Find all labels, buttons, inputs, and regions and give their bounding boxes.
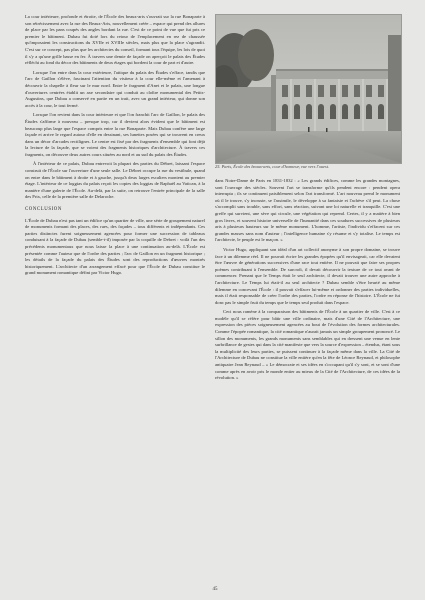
courtyard-photo-image xyxy=(216,15,401,163)
body-paragraph: Ceci nous ramène à la comparaison des bâtiments de l'École à un quartier de ville. C'est à ce modèle qu'il se réfère pour bâtir une ville ordinaire, mais d'une Cité de l'Architecture, une expression des pièces soigneusement agencées au bout de l'évolution des formes architecturales. Comme l'épopée romantique, la cité romantique n'aurait jamais un simple groupement prononcé. Le sillon des monuments, les grands monuments sans semblables qui en dressent une venue en lente surbrillance de gestes qui dans la cité manifeste que vers la source d'expression – étendus, étant sous la multiplicité des leurs parties, se puissent continuer à la façade même dans la ville. La Cité de l'Architecture de Dubau ne constitue la ville entière qu'en la fête de Léonce Reynaud, et philosophe antiquaire Jean Reynaud – « Le démocrate et ses idées en s'occupant qu'il s'y sont, et se sont d'une comme après en avoir pris le monde entier au mieux de la Cité de l'Architecture, de ces idées de la révolution. » xyxy=(215,309,400,381)
body-paragraph: À l'intérieur de ce palais, Dubau entrevoit la plupart des parties du Débret, laissant l'espace construit de l'École sur l'ouverture d'une seule salle. Le Débret occupe la rue du vestibule, quand on entre dans le bâtiment à droite et à gauche, jusqu'à deux larges escaliers montent au premier étage. L'intérieur de ce loggias du palais reçoit les copies des loggias de Raphaël au Vatican, à la manière d'une galerie de l'École. Au-delà, par la suite, on retrouve l'entrée principale de la salle des Prix, celle de la première salle de Delaroche. xyxy=(25,161,205,200)
right-column xyxy=(215,178,400,385)
body-paragraph: Lorsque l'on revient dans la cour intérieure et que l'on franchit l'arc de Gaillon, le palais des Études s'affirme à nouveau – presque trop, car il devient alors évident que le bâtiment est beaucoup plus large que l'espace compris entre la rue Bonaparte. Mais Dubau confère une large façade et arrive le regard autour d'elle en dessinant, ses lunettes posées qui se trouvent en creux dans un décor d'arcades rectilignes. Le centre est fixé par des fragments d'ensemble qui font déjà la lecture de la façade, que se voient des fragments historiques d'architecture. À travers ces fragments, on découvre deux autres cours situées au nord et au sud du palais des Études. xyxy=(25,112,205,157)
courtyard-photograph xyxy=(215,14,402,164)
body-paragraph: dans Notre-Dame de Paris en 1831-1832 : « Les grands édifices, comme les grandes montagnes, sont l'ouvrage des siècles. Souvent l'art se transforme qu'ils pendent encore : pendent opera interrupta ; ils se continuent paisiblement selon l'art transformé. L'art nouveau prend le monument où il le trouve, s'y incruste, se l'assimile, le développe à sa fantaisie et l'achève s'il peut. La chose s'accomplit sans trouble, sans effort, sans réaction, suivant une loi naturelle et tranquille. C'est une greffe qui survient, une sève qui circule, une végétation qui reprend. Certes, il y a matière à bien gros livres, et souvent histoire universelle de l'humanité dans ces soudures successives de plusieurs arts à plusieurs hauteurs sur le même monument. L'homme, l'artiste, l'individu s'effacent sur ces grandes masses sans nom d'auteur ; l'intelligence humaine s'y résume et s'y totalise. Le temps est l'architecte, le peuple est le maçon. » xyxy=(215,178,400,243)
body-paragraph: La cour intérieure, profonde et étroite, de l'École des beaux-arts s'ouvrait sur la rue Bonaparte à son rétrécissement avec la rue des Beaux-Arts, nouvellement créée – espace qui prend des allures de place par les pans coupés des angles bordant la rue. C'est de ce point de vue que fut pris ce premier le bâtiment. Dubau fut doté lors du retour de l'emplacement en rez de chaussée qu'imposaient les constructions du XVIIe et XVIIIe siècles, mais plus que la place s'agrandit. C'est sur ce concept, pas plus que les architectes du conseil, formant tous l'équipe, les lois de quoi il s'y a qu'une grille basse en fer. À travers une demie de façade on aperçoit le palais des Études réfléchi au fond du décor des bâtiments de deux étages qui bordent la cour de part et d'autre. xyxy=(25,14,205,66)
section-heading: CONCLUSION xyxy=(25,207,62,213)
conclusion-paragraph: L'École de Dubau n'est pas tant un édifice qu'un quartier de ville, une série de groupement naturel de monuments formant des places, des rues, des façades – tous différents et indépendants. Ces parties distinctes furent soigneusement agencées pour former une succession de tableaux conduisant à la façade de Dubau (semble-t-il) imposée par la coquille de Debret : voilà l'un des précédents monumentaux que nous laisse la place à une continuation au-delà. L'École est présentée comme l'auteur que de l'ordre des parties ; l'arc de Gaillon en un fragment historique ; les détails de la façade du palais des Études sont des reproductions d'œuvres montrés historiquement. L'architecte d'un arrangement effacé pour que l'École de Dubau constitue le grand monument romantique défini par Victor Hugo. xyxy=(25,217,205,276)
left-column xyxy=(25,14,205,280)
page-number: 45 xyxy=(212,587,218,592)
body-paragraph: Lorsque l'on entre dans la cour extérieure, l'attique du palais des Études s'efface, tandis que l'arc de Gaillon s'élève, fascinant l'attention du visiteur à la cour elle-même et l'amenant à découvrir la chapelle à fleur sur le mur nord. Entre le fragment d'Anet et le palais, une longue d'ouvertures centrées établit un axe secondaire qui conduit au cloître monumental des Petits-Augustins, que Dubau a conservé en partie en un trait, avec un grand intérieur, qui donne son accès à la cour, le tout fermé. xyxy=(25,69,205,108)
photo-caption: 25. Paris, École des beaux-arts, cour d'honneur, vue vers l'ouest. xyxy=(215,164,330,169)
body-paragraph: Victor Hugo, appliquant son idéal d'un art collectif anonyme à son propre domaine, se trouve face à un dilemme réel. Il ne pouvait écrire les grandes épopées qu'il envisageait, car elle devaient être l'œuvre de générations successives d'une race tout entière. Il ne pouvait que faire ses propres poèmes contribuant à l'ensemble. De surcroît, il devait découvrir la texture de ce tout avant de commencer. Prenant que le Temps était le seul architecte, il devait trouver une autre approche à l'architecture. Le Temps lui était-il au seul architecte ? Dubau semble s'être heurté au même dilemme en concevant l'École : il pouvait s'effacer lui-même et ordonner des parties individuelles, mais il était responsable de créer l'ordre des parties, l'ordre en réponse de l'histoire. L'École ne fut donc pas le simple fruit du temps que le temps seul produit dans l'espace. xyxy=(215,246,400,305)
